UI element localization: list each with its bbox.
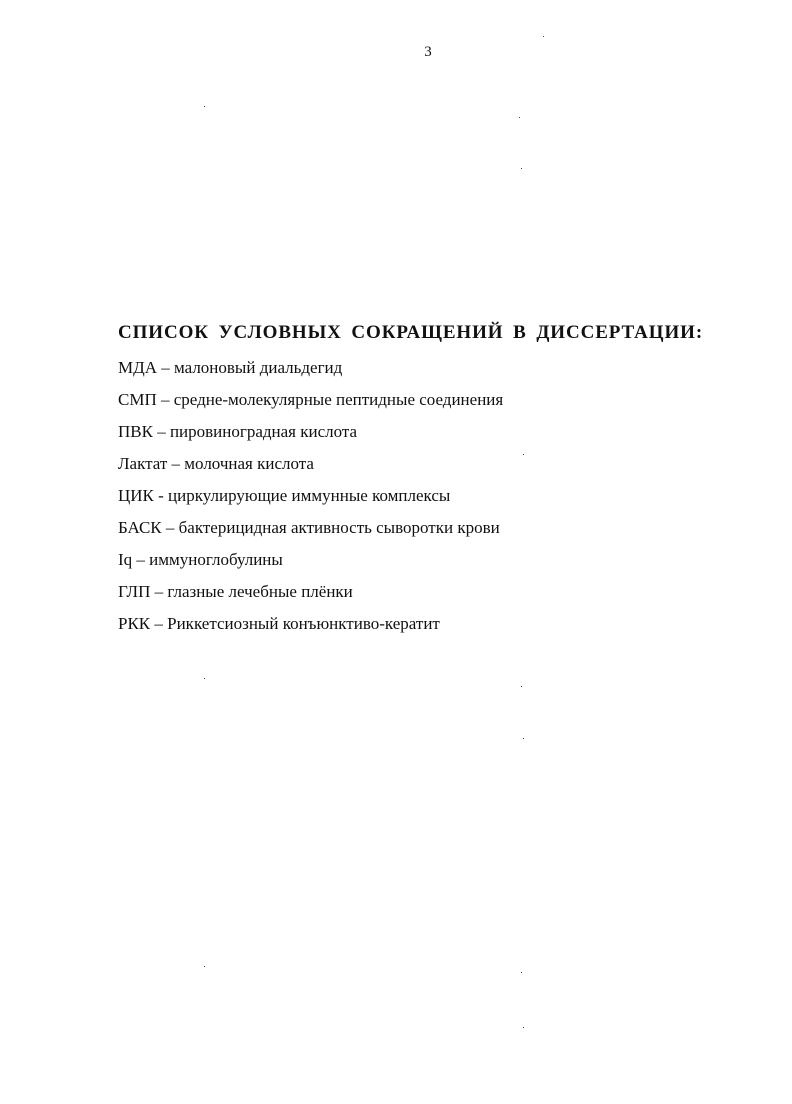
abbreviation-item: Iq – иммуноглобулины xyxy=(118,550,283,569)
scan-speck xyxy=(521,686,522,687)
abbreviation-item: МДА – малоновый диальдегид xyxy=(118,358,343,377)
scan-speck xyxy=(204,678,205,679)
abbreviation-item: ЦИК - циркулирующие иммунные комплексы xyxy=(118,486,451,505)
scan-speck xyxy=(523,454,524,455)
page-number: 3 xyxy=(424,44,432,60)
scan-speck xyxy=(204,966,205,967)
abbreviation-item: РКК – Риккетсиозный конъюнктиво-кератит xyxy=(118,614,440,633)
scan-speck xyxy=(204,106,205,107)
scan-speck xyxy=(543,36,544,37)
abbreviation-item: ГЛП – глазные лечебные плёнки xyxy=(118,582,353,601)
abbreviations-title: СПИСОК УСЛОВНЫХ СОКРАЩЕНИЙ В ДИССЕРТАЦИИ: xyxy=(118,322,704,343)
abbreviation-item: Лактат – молочная кислота xyxy=(118,454,314,473)
scan-speck xyxy=(521,972,522,973)
scan-speck xyxy=(519,117,520,118)
abbreviation-item: ПВК – пировиноградная кислота xyxy=(118,422,358,441)
scan-speck xyxy=(523,1027,524,1028)
scan-speck xyxy=(523,738,524,739)
abbreviations-list xyxy=(118,358,503,646)
scan-speck xyxy=(521,168,522,169)
abbreviation-item: БАСК – бактерицидная активность сыворотки крови xyxy=(118,518,500,537)
abbreviation-item: СМП – средне-молекулярные пептидные соединения xyxy=(118,390,504,409)
